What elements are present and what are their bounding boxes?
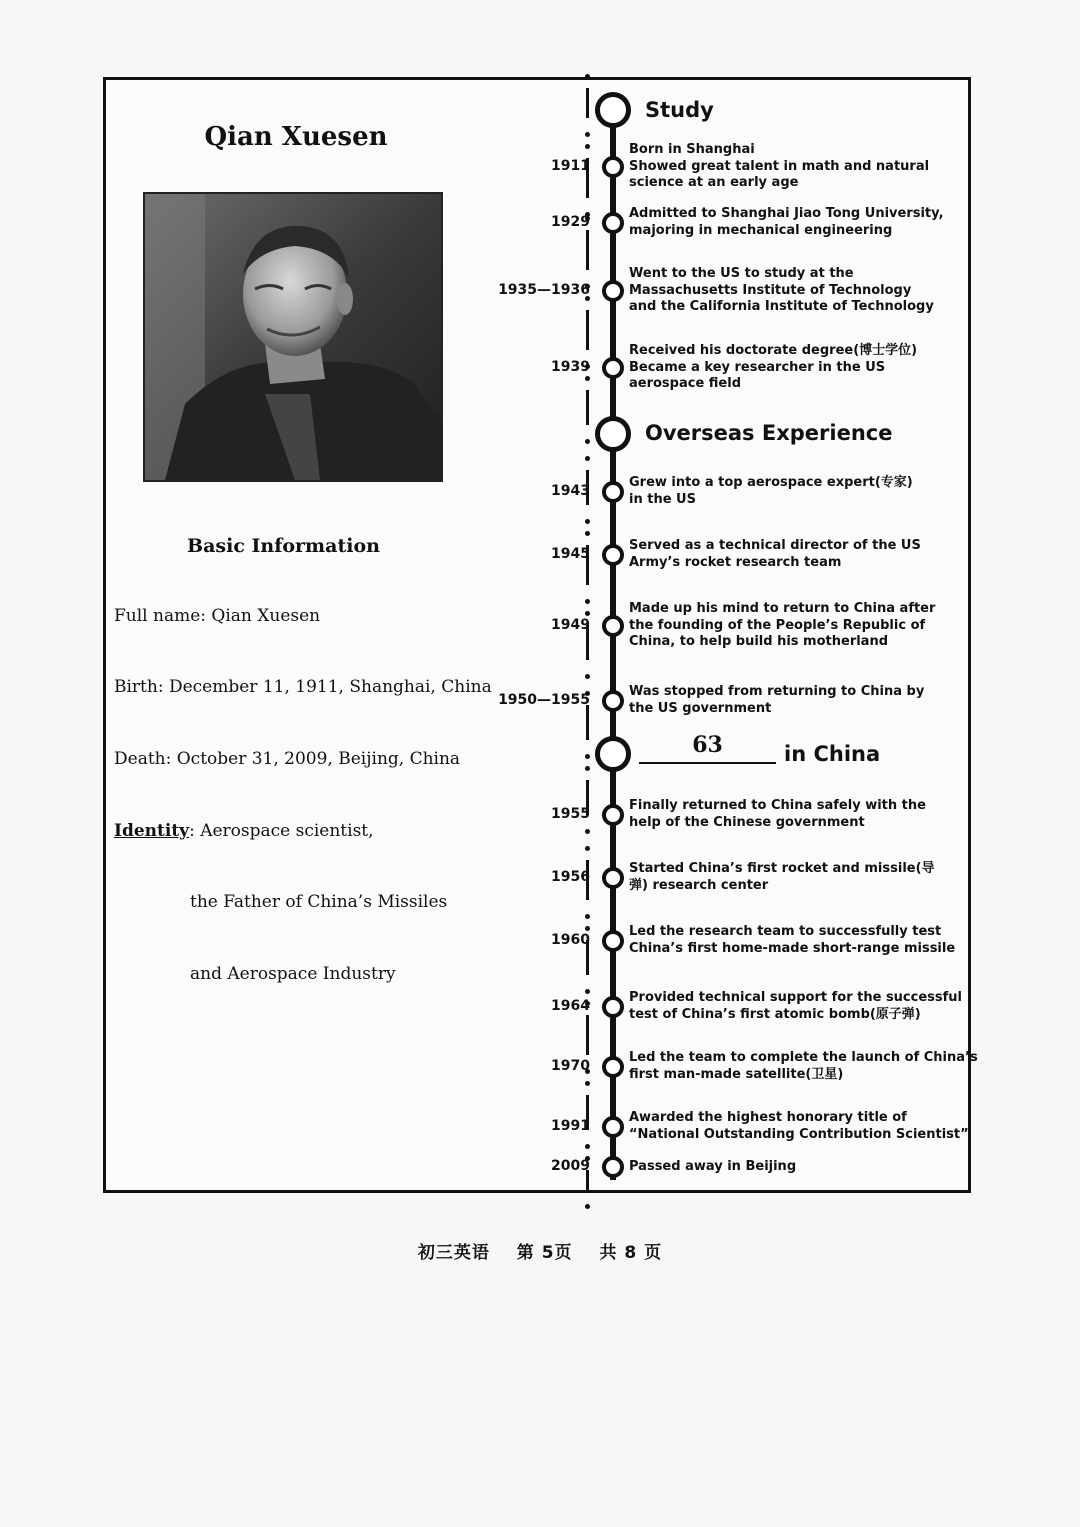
event-line: China, to help build his motherland — [629, 634, 889, 649]
event-line: Awarded the highest honorary title of — [629, 1110, 907, 1125]
event-year: 1950—1955 — [498, 691, 590, 708]
identity-line-1: : Aerospace scientist, — [189, 821, 374, 841]
event-line: China’s first home-made short-range missile — [629, 940, 956, 956]
event-description — [629, 1159, 959, 1176]
event-year: 1960 — [551, 931, 590, 948]
worksheet-frame — [103, 77, 978, 1193]
timeline-node — [602, 357, 624, 379]
divider-segment — [586, 230, 589, 270]
event-year: 1955 — [551, 805, 590, 822]
event-line: “National Outstanding Contribution Scientist” — [629, 1126, 969, 1142]
event-line: Made up his mind to return to China after — [629, 601, 936, 616]
event-description — [629, 538, 959, 571]
event-description — [629, 924, 959, 957]
event-line: help of the Chinese government — [629, 814, 865, 830]
event-line: Received his doctorate degree(博士学位) — [629, 343, 918, 358]
event-description — [629, 206, 959, 239]
event-year: 1943 — [551, 482, 590, 499]
divider-dot — [585, 846, 590, 851]
event-line: Passed away in Beijing — [629, 1159, 797, 1174]
divider-dot — [585, 519, 590, 524]
divider-dot — [585, 456, 590, 461]
timeline-node — [602, 867, 624, 889]
section-title-study: Study — [645, 98, 714, 122]
event-year: 1935—1936 — [498, 281, 590, 298]
portrait-photo — [143, 192, 443, 482]
footer-subject: 初三英语 — [417, 1243, 490, 1263]
basic-info-heading: Basic Information — [187, 535, 380, 557]
event-line: Provided technical support for the successful — [629, 990, 963, 1005]
column-divider — [586, 80, 589, 1190]
timeline-node — [602, 804, 624, 826]
event-line: Served as a technical director of the US — [629, 538, 921, 553]
divider-dot — [585, 914, 590, 919]
event-year: 1949 — [551, 616, 590, 633]
divider-dot — [585, 599, 590, 604]
event-line: majoring in mechanical engineering — [629, 222, 893, 238]
event-line: first man-made satellite(卫星) — [629, 1066, 844, 1082]
event-year: 1945 — [551, 545, 590, 562]
section-marker-china — [595, 736, 631, 772]
page-title: Qian Xuesen — [204, 122, 388, 152]
event-description — [629, 343, 959, 393]
divider-segment — [586, 705, 589, 740]
event-line: Army’s rocket research team — [629, 554, 842, 570]
divider-dot — [585, 1144, 590, 1149]
divider-dot — [585, 674, 590, 679]
event-year: 2009 — [551, 1158, 590, 1175]
section-marker-study — [595, 92, 631, 128]
event-description — [629, 684, 959, 717]
divider-dot — [585, 989, 590, 994]
event-line: in the US — [629, 491, 696, 507]
identity-line-2: the Father of China’s Missiles — [190, 892, 448, 912]
event-line: Showed great talent in math and natural — [629, 158, 930, 174]
divider-segment — [586, 88, 589, 118]
event-line: Grew into a top aerospace expert(专家) — [629, 475, 913, 490]
birth-info: Birth: December 11, 1911, Shanghai, China — [114, 677, 492, 697]
page-footer — [0, 1238, 1080, 1263]
divider-dot — [585, 754, 590, 759]
timeline-node — [602, 280, 624, 302]
divider-dot — [585, 74, 590, 79]
footer-total: 共 8 页 — [599, 1243, 663, 1263]
divider-dot — [585, 829, 590, 834]
divider-segment — [586, 390, 589, 425]
portrait-image — [145, 194, 441, 480]
divider-dot — [585, 766, 590, 771]
event-line: and the California Institute of Technology — [629, 299, 934, 314]
event-description — [629, 861, 959, 894]
event-line: Led the team to complete the launch of China’s — [629, 1050, 978, 1065]
event-description — [629, 1050, 978, 1083]
timeline-node — [602, 615, 624, 637]
divider-dot — [585, 926, 590, 931]
divider-dot — [585, 1204, 590, 1209]
event-year: 1964 — [551, 997, 590, 1014]
full-name: Full name: Qian Xuesen — [114, 606, 321, 626]
event-description — [629, 798, 959, 831]
divider-dot — [585, 132, 590, 137]
event-year: 1911 — [551, 157, 590, 174]
section-title-overseas: Overseas Experience — [645, 421, 893, 445]
identity-info — [114, 821, 374, 841]
event-line: Started China’s first rocket and missile(导 — [629, 861, 935, 876]
answer-blank: 63 — [639, 732, 776, 764]
divider-segment — [586, 1015, 589, 1055]
event-line: Went to the US to study at the — [629, 266, 854, 281]
event-line: Finally returned to China safely with the — [629, 798, 926, 813]
event-line: Was stopped from returning to China by — [629, 684, 925, 699]
event-description — [629, 142, 959, 192]
divider-dot — [585, 144, 590, 149]
event-line: Born in Shanghai — [629, 142, 755, 157]
timeline-node — [602, 156, 624, 178]
timeline-line — [610, 113, 616, 1180]
footer-page: 第 5页 — [516, 1243, 573, 1263]
section-marker-overseas — [595, 416, 631, 452]
timeline-node — [602, 544, 624, 566]
divider-dot — [585, 531, 590, 536]
event-line: Led the research team to successfully test — [629, 924, 942, 939]
event-line: aerospace field — [629, 376, 742, 391]
divider-segment — [586, 310, 589, 350]
event-description — [629, 1110, 969, 1143]
divider-dot — [585, 376, 590, 381]
timeline-node — [602, 930, 624, 952]
timeline-node — [602, 996, 624, 1018]
event-description — [629, 990, 963, 1023]
event-year: 1956 — [551, 868, 590, 885]
timeline-node — [602, 212, 624, 234]
event-line: Massachusetts Institute of Technology — [629, 282, 912, 298]
timeline-node — [602, 1116, 624, 1138]
event-year: 1939 — [551, 358, 590, 375]
event-year: 1929 — [551, 213, 590, 230]
section-title-china: in China — [784, 742, 881, 766]
divider-dot — [585, 439, 590, 444]
event-line: the founding of the People’s Republic of — [629, 617, 926, 633]
timeline-node — [602, 481, 624, 503]
event-line: Became a key researcher in the US — [629, 359, 886, 375]
event-line: science at an early age — [629, 175, 799, 190]
timeline-node — [602, 690, 624, 712]
identity-label: Identity — [114, 821, 190, 841]
event-description — [629, 266, 959, 316]
event-line: test of China’s first atomic bomb(原子弹) — [629, 1006, 921, 1022]
event-year: 1970 — [551, 1057, 590, 1074]
divider-dot — [585, 611, 590, 616]
event-description — [629, 601, 959, 651]
divider-dot — [585, 1081, 590, 1086]
event-line: the US government — [629, 700, 772, 716]
timeline-node — [602, 1056, 624, 1078]
event-line: 弹) research center — [629, 877, 769, 893]
death-info: Death: October 31, 2009, Beijing, China — [114, 749, 461, 769]
event-description — [629, 475, 959, 508]
identity-line-3: and Aerospace Industry — [190, 964, 396, 984]
event-line: Admitted to Shanghai Jiao Tong University, — [629, 206, 944, 221]
event-year: 1991 — [551, 1117, 590, 1134]
timeline-node — [602, 1156, 624, 1178]
